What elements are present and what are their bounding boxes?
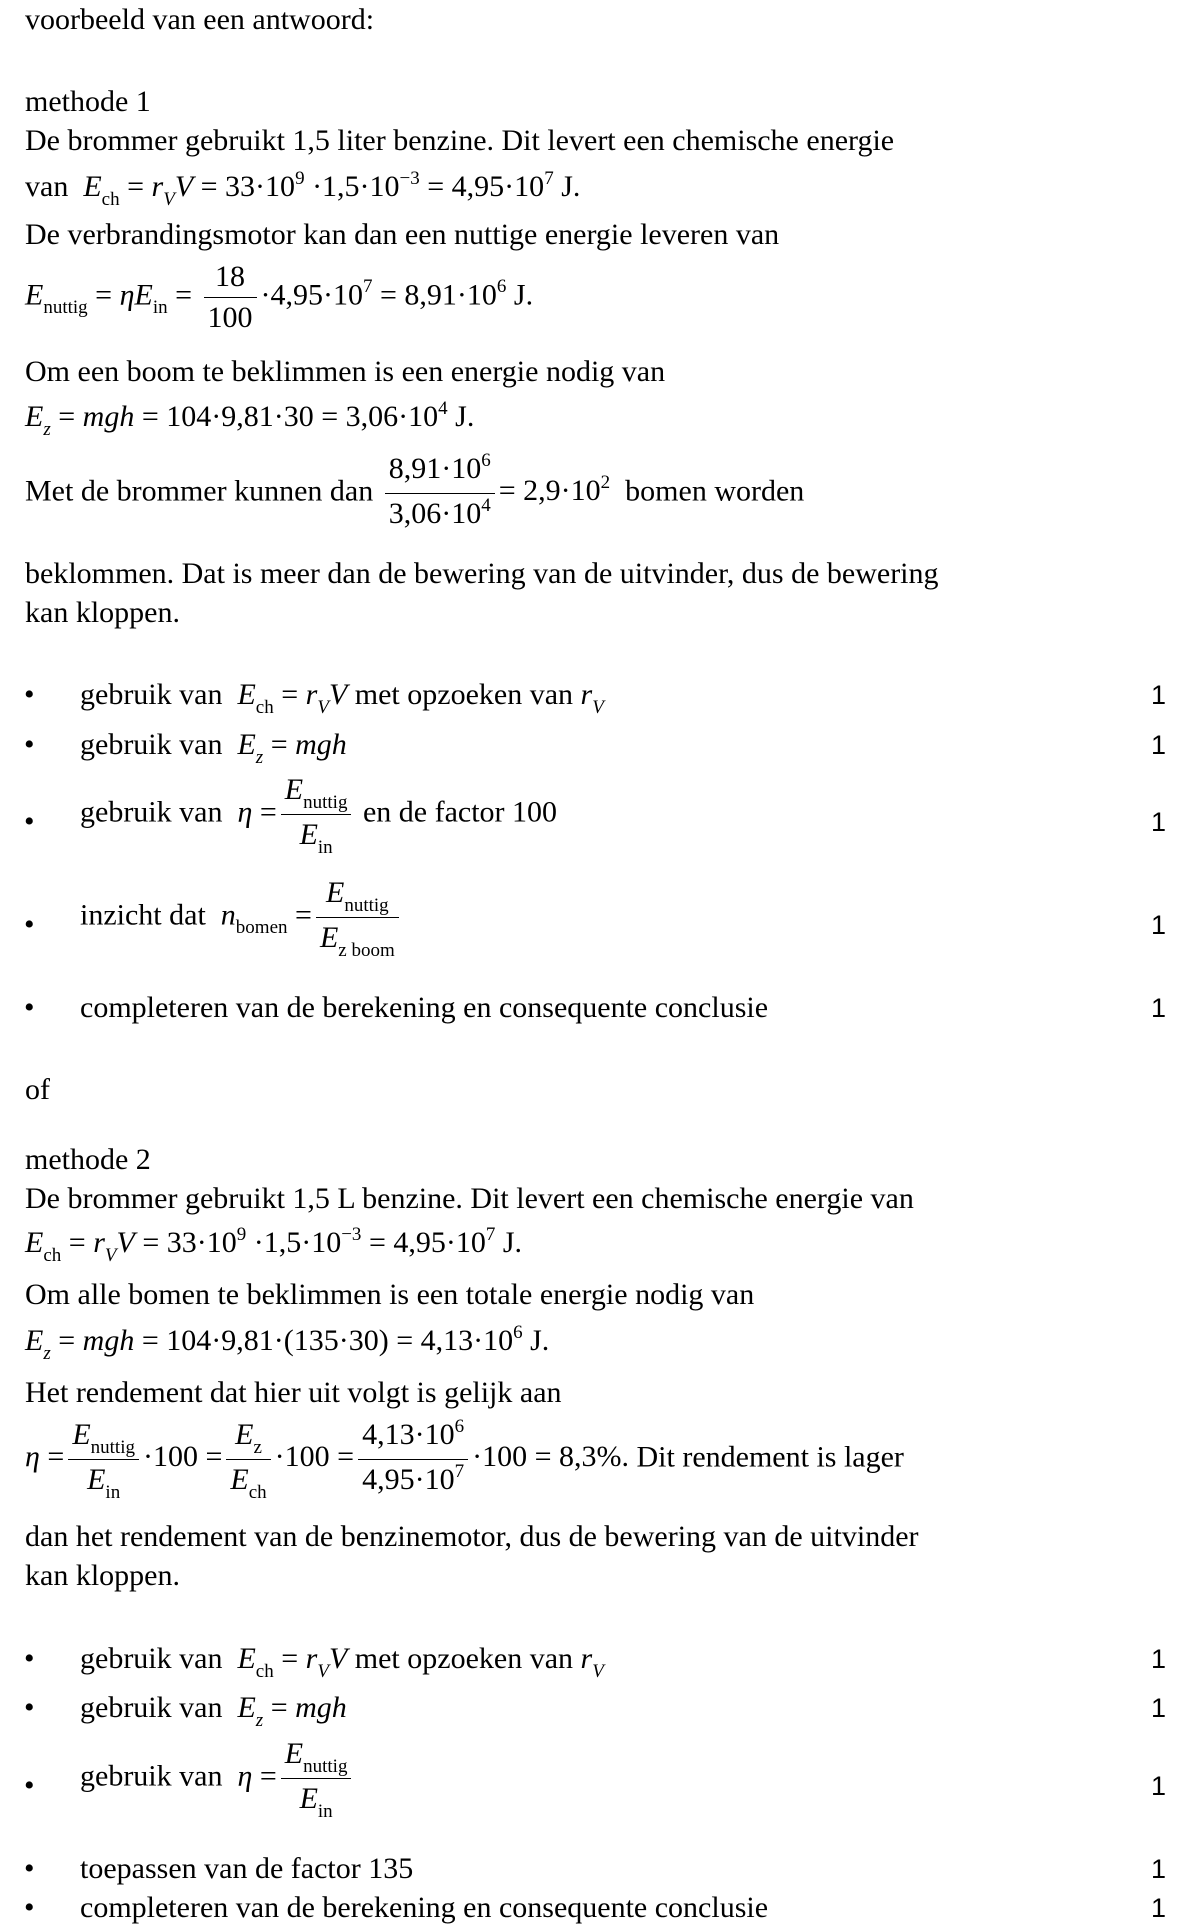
criterion-m1-2: gebruik van $E_z$ = mgh: [80, 728, 347, 768]
score-m2-2: 1: [1150, 1693, 1166, 1723]
method-1-line-7: [25, 451, 804, 536]
method-2-title: methode 2: [25, 1143, 151, 1176]
criterion-m2-1-suffix: met opzoeken van: [354, 1642, 574, 1675]
method-1-line-9: kan kloppen.: [25, 596, 180, 629]
formula-chemical-energy-m2: $E_{ch} = r_VV = 33\cdot 10^9 \cdot 1,5\cdot 10^{-3} = 4,95\cdot 10^7$ J.: [25, 1224, 523, 1266]
criterion-m1-3-text: gebruik van: [80, 795, 223, 829]
criterion-m2-5: completeren van de berekening en consequente conclusie: [80, 1891, 769, 1924]
criterion-m2-2: gebruik van $E_z$ = mgh: [80, 1691, 347, 1731]
method-1-line-7-prefix: Met de brommer kunnen dan: [25, 474, 374, 508]
bullet-icon: •: [24, 1852, 35, 1885]
criterion-m1-2-text: gebruik van: [80, 728, 223, 761]
bullet-icon: •: [24, 1769, 35, 1802]
bullet-icon: •: [24, 991, 35, 1024]
criterion-m2-2-text: gebruik van: [80, 1691, 223, 1724]
score-m1-2: 1: [1150, 730, 1166, 760]
method-2-line-8: kan kloppen.: [25, 1559, 180, 1592]
score-m1-5: 1: [1150, 993, 1166, 1023]
score-m2-4: 1: [1150, 1854, 1166, 1884]
criterion-m2-3: gebruik van η = $\frac{E_{nuttig}}{E_{in}}$: [80, 1736, 355, 1821]
score-m1-4: 1: [1150, 910, 1166, 940]
bullet-icon: •: [24, 728, 35, 761]
bullet-icon: •: [24, 908, 35, 941]
score-m1-3: 1: [1150, 807, 1166, 837]
method-1-line-7-suffix: bomen worden: [625, 474, 805, 508]
method-2-line-3: Om alle bomen te beklimmen is een totale energie nodig van: [25, 1278, 755, 1311]
formula-chemical-energy: $E_{ch} = r_VV = 33\cdot 10^9 \cdot 1,5\cdot 10^{-3} = 4,95\cdot 10^7$ J.: [83, 168, 581, 210]
method-1-line-3: De verbrandingsmotor kan dan een nuttige energie leveren van: [25, 218, 780, 251]
bullet-icon: •: [24, 678, 35, 711]
criterion-m1-1-suffix: met opzoeken van: [354, 678, 574, 711]
bullet-icon: •: [24, 1691, 35, 1724]
method-2-line-6-suffix: Dit rendement is lager: [636, 1440, 904, 1474]
method-1-title: methode 1: [25, 85, 151, 118]
method-2-line-1: De brommer gebruikt 1,5 L benzine. Dit levert een chemische energie van: [25, 1182, 914, 1215]
formula-efficiency: η = $\frac{E_{nuttig}}{E_{in}}$ ·100 = $\frac{E_z}{E_{ch}}$ ·100 = $\frac{4,13\cdot 10^6}{4,95\cdot 10^7}$ ·100 = 8,3%.: [25, 1416, 629, 1503]
method-2-line-5: Het rendement dat hier uit volgt is gelijk aan: [25, 1376, 562, 1409]
criterion-m1-5: completeren van de berekening en consequente conclusie: [80, 991, 769, 1024]
score-m2-3: 1: [1150, 1771, 1166, 1801]
method-1-line-1: De brommer gebruikt 1,5 liter benzine. Dit levert een chemische energie: [25, 124, 895, 157]
bullet-icon: •: [24, 1891, 35, 1924]
method-1-line-2: [25, 169, 580, 209]
criterion-m1-4: inzicht dat $n_{bomen}$ = $\frac{E_{nuttig}}{E_{z boom}}$: [80, 875, 403, 960]
method-1-line-5: Om een boom te beklimmen is een energie nodig van: [25, 355, 666, 388]
criterion-m2-1: gebruik van $E_{ch} = r_VV$ met opzoeken van $r_V$: [80, 1642, 604, 1682]
score-m1-1: 1: [1150, 680, 1166, 710]
method-1-line-8: beklommen. Dat is meer dan de bewering van de uitvinder, dus de bewering: [25, 557, 939, 590]
criterion-m2-3-text: gebruik van: [80, 1759, 223, 1793]
score-m2-5: 1: [1150, 1893, 1166, 1923]
method-2-line-7: dan het rendement van de benzinemotor, dus de bewering van de uitvinder: [25, 1520, 919, 1553]
criterion-m1-4-text: inzicht dat: [80, 898, 206, 932]
bullet-icon: •: [24, 805, 35, 838]
bullet-icon: •: [24, 1642, 35, 1675]
criterion-m2-4: toepassen van de factor 135: [80, 1852, 414, 1885]
criterion-m1-1: gebruik van $E_{ch} = r_VV$ met opzoeken van $r_V$: [80, 678, 604, 718]
method-1-line-2-prefix: van: [25, 170, 69, 203]
criterion-m1-1-text: gebruik van: [80, 678, 223, 711]
method-2-line-6: [25, 1417, 904, 1502]
score-m2-1: 1: [1150, 1644, 1166, 1674]
formula-total-potential-energy: $E_z$ = mgh = $104\cdot 9,81\cdot(135\cdot 30) = 4,13\cdot 10^6$ J.: [25, 1322, 550, 1364]
intro-text: voorbeeld van een antwoord:: [25, 3, 375, 36]
formula-useful-energy: $E_{nuttig} = \eta E_{in}$ = $\frac{18}{100}$ $\cdot 4,95\cdot 10^7 = 8,91\cdot 10^6$ J.: [25, 260, 534, 334]
formula-tree-count: $\frac{8,91\cdot 10^6}{3,06\cdot 10^4}$ = $2,9\cdot 10^2$: [381, 474, 610, 507]
criterion-m2-1-text: gebruik van: [80, 1642, 223, 1675]
criterion-m1-3-suffix: en de factor 100: [362, 795, 558, 829]
or-separator: of: [25, 1073, 50, 1106]
criterion-m1-3: gebruik van η = $\frac{E_{nuttig}}{E_{in}}$ en de factor 100: [80, 773, 558, 858]
formula-potential-energy: $E_z$ = mgh = $104\cdot 9,81\cdot 30 = 3,06\cdot 10^4$ J.: [25, 398, 475, 440]
